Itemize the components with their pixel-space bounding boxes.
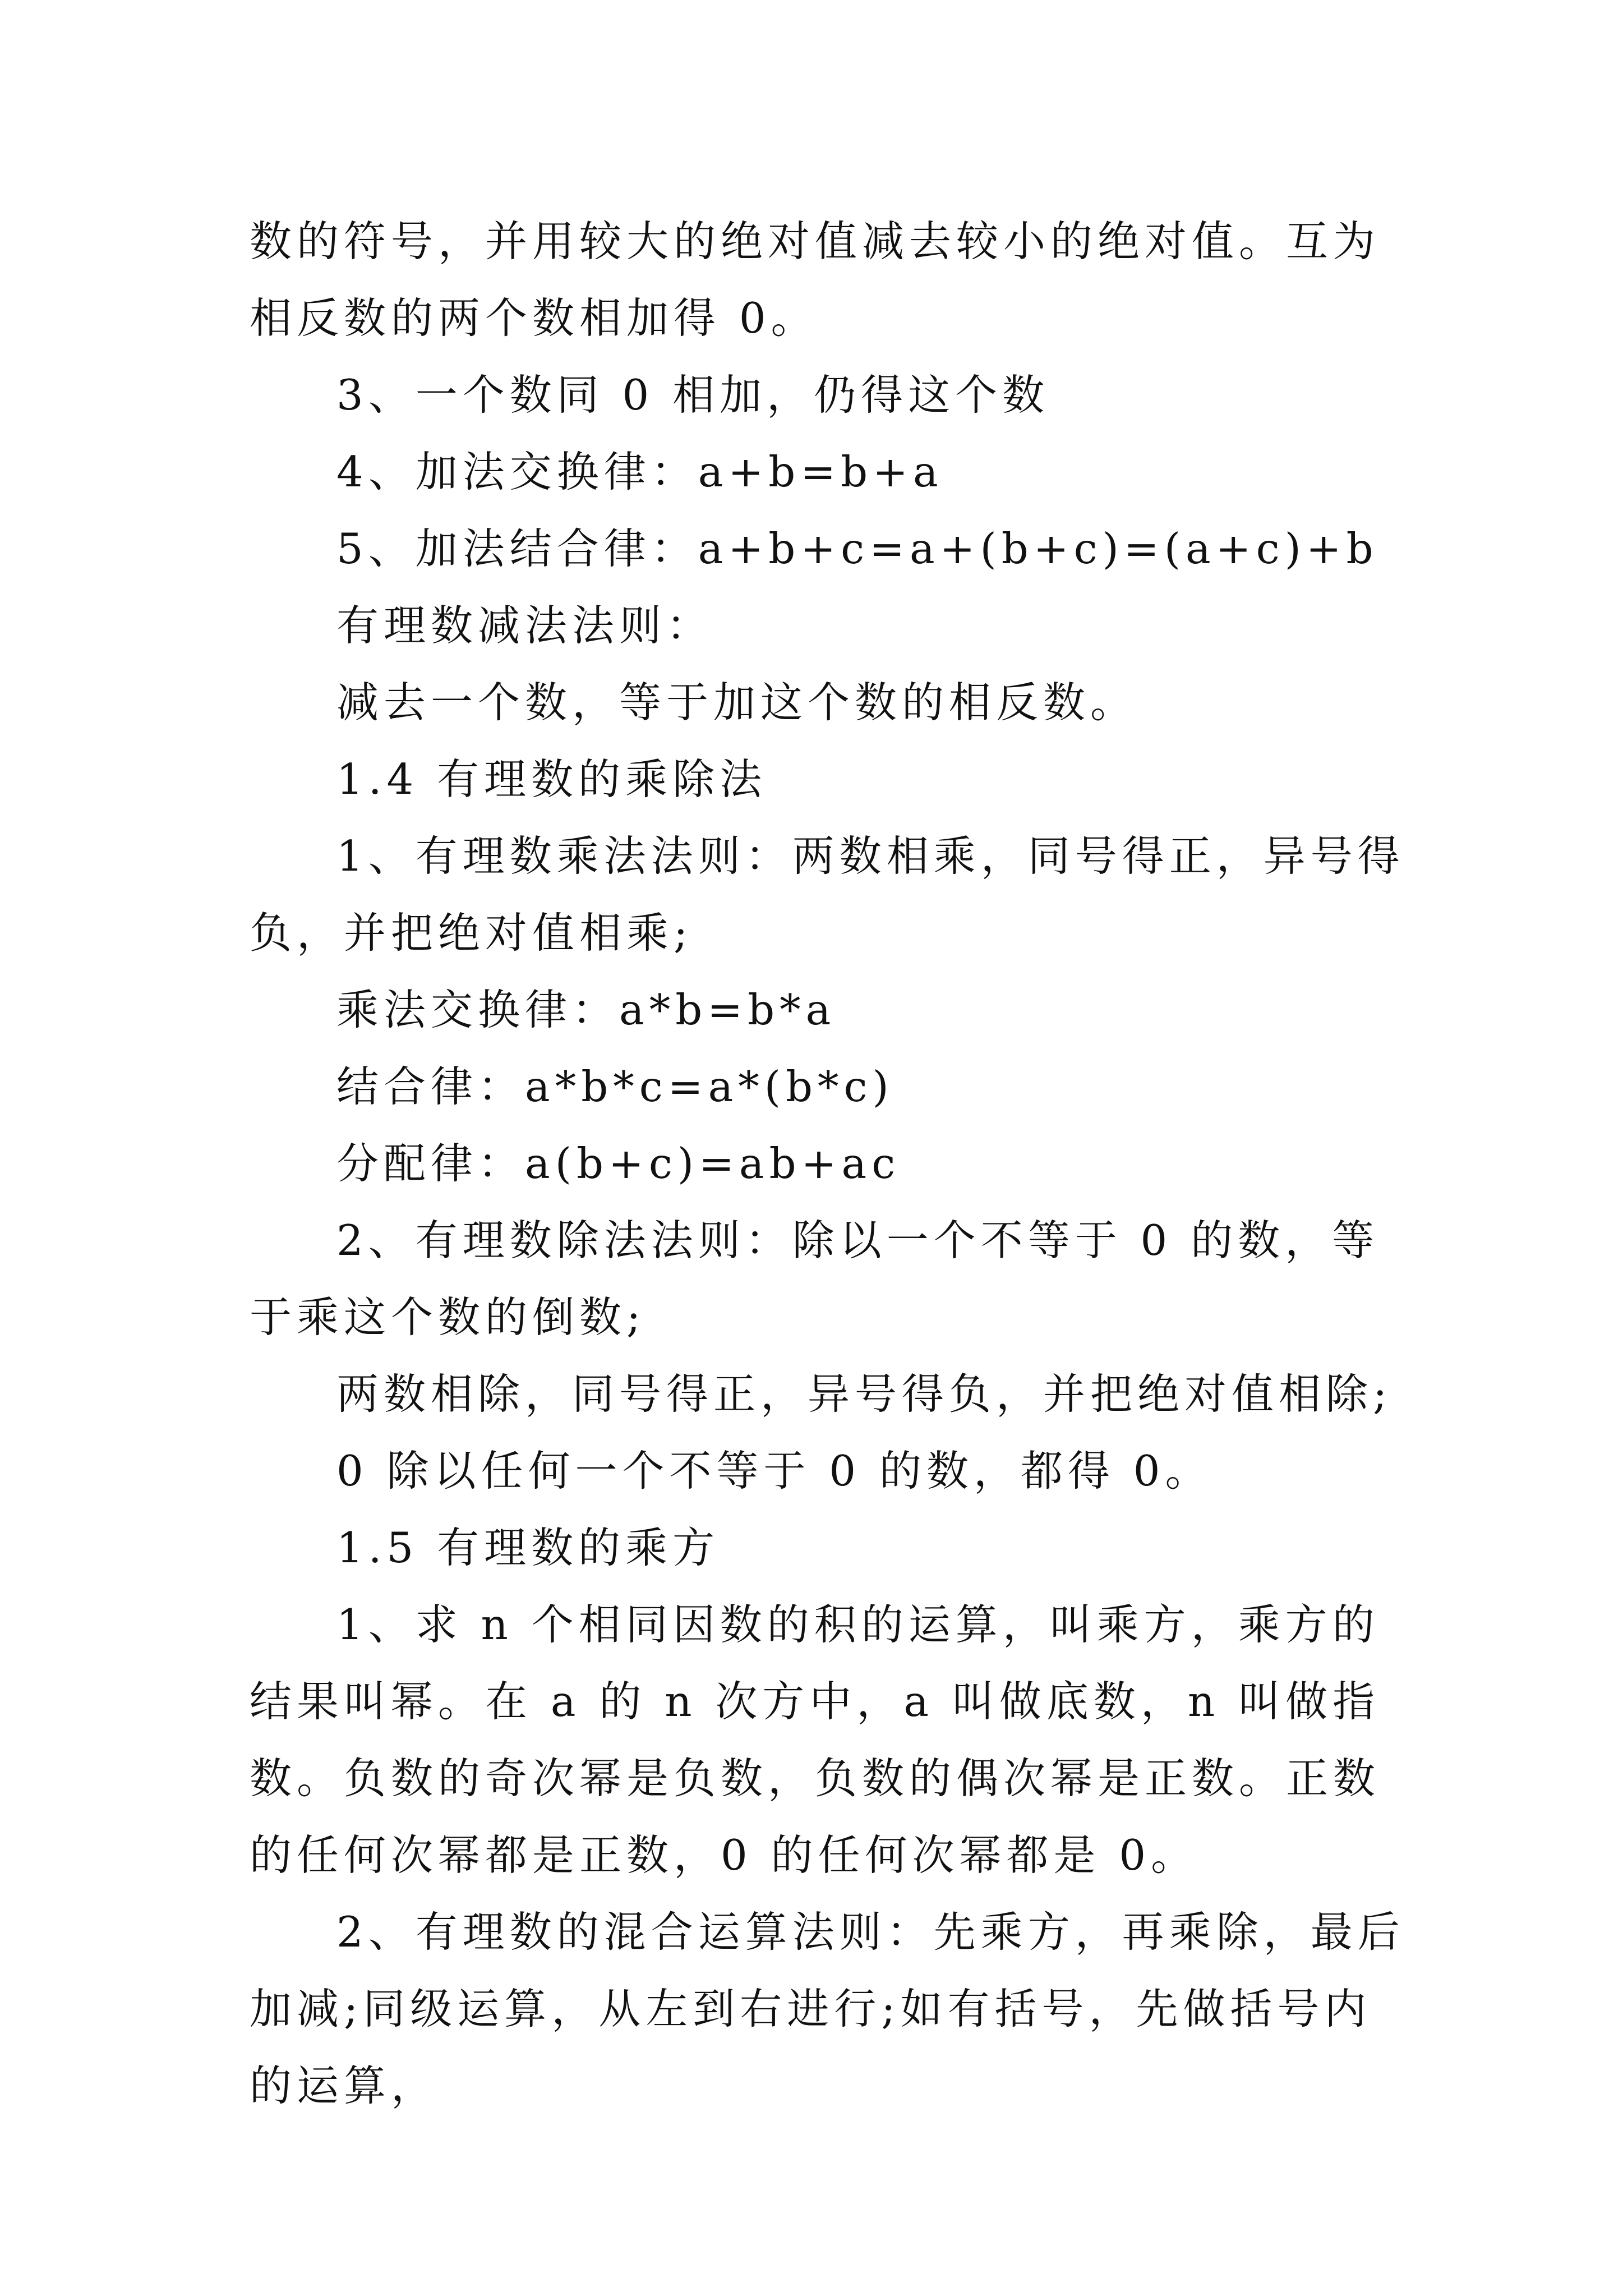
paragraph-power-definition: 1、求 n 个相同因数的积的运算，叫乘方，乘方的结果叫幂。在 a 的 n 次方中，a 叫做底数，n 叫做指数。负数的奇次幂是负数，负数的偶次幂是正数。正数的任何次幂都是正数，0 的任何次幂都是 0。 <box>250 1600 1381 1880</box>
paragraph-continuation: 数的符号，并用较大的绝对值减去较小的绝对值。互为相反数的两个数相加得 0。 <box>250 217 1381 343</box>
paragraph-distributive: 分配律：a(b+c)=ab+ac <box>336 1139 901 1188</box>
section-heading-1-5: 1.5 有理数的乘方 <box>336 1523 720 1572</box>
paragraph-mixed-operations: 2、有理数的混合运算法则：先乘方，再乘除，最后加减;同级运算，从左到右进行;如有括号，先做括号内的运算， <box>250 1907 1405 2110</box>
paragraph-division-signs: 两数相除，同号得正，异号得负，并把绝对值相除; <box>336 1369 1393 1419</box>
section-heading-1-4: 1.4 有理数的乘除法 <box>336 754 767 804</box>
paragraph-subtraction-heading: 有理数减法法则： <box>336 601 714 650</box>
paragraph-commutative: 乘法交换律：a*b=b*a <box>336 985 836 1034</box>
document-body <box>250 203 1405 2124</box>
paragraph-division-rule: 2、有理数除法法则：除以一个不等于 0 的数，等于乘这个数的倒数; <box>250 1216 1380 1342</box>
paragraph-rule-3: 3、一个数同 0 相加，仍得这个数 <box>336 370 1050 420</box>
paragraph-associative: 结合律：a*b*c=a*(b*c) <box>336 1062 894 1111</box>
paragraph-subtraction-rule: 减去一个数，等于加这个数的相反数。 <box>336 678 1138 727</box>
paragraph-multiplication-rule: 1、有理数乘法法则：两数相乘，同号得正，异号得负，并把绝对值相乘; <box>250 831 1405 958</box>
paragraph-zero-division: 0 除以任何一个不等于 0 的数，都得 0。 <box>336 1446 1212 1496</box>
paragraph-rule-5: 5、加法结合律：a+b+c=a+(b+c)=(a+c)+b <box>336 524 1378 573</box>
paragraph-rule-4: 4、加法交换律：a+b=b+a <box>336 447 943 496</box>
